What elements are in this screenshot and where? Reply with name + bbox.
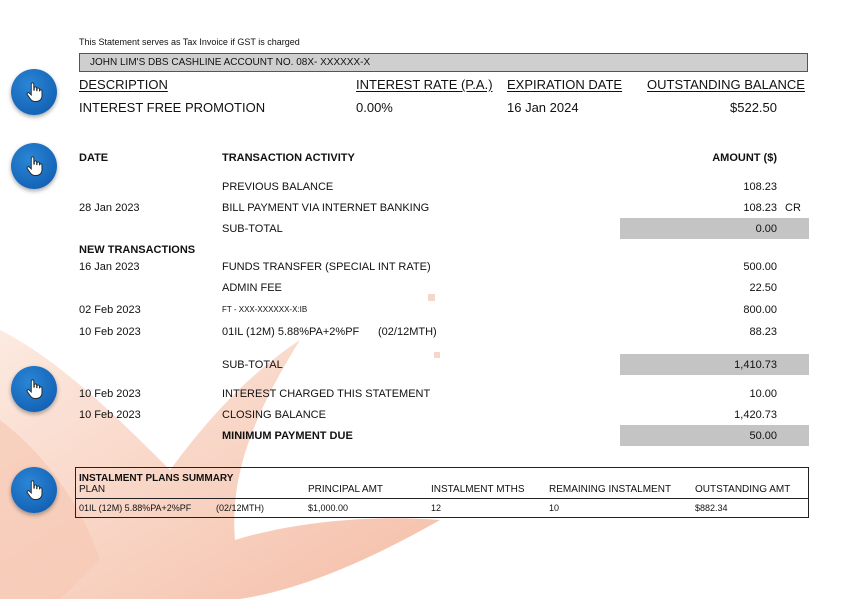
hand-pointer-button-2[interactable] bbox=[11, 143, 57, 189]
plans-title: INSTALMENT PLANS SUMMARY bbox=[79, 473, 234, 484]
instalment-plans-divider bbox=[75, 498, 809, 499]
promo-header-rate: INTEREST RATE (P.A.) bbox=[356, 77, 493, 92]
new-transactions-label: NEW TRANSACTIONS bbox=[79, 244, 196, 256]
previous-balance-amount: 108.23 bbox=[743, 181, 777, 193]
bill-payment-date: 28 Jan 2023 bbox=[79, 202, 140, 214]
txn-row-activity: FUNDS TRANSFER (SPECIAL INT RATE) bbox=[222, 261, 431, 273]
bill-payment-cr: CR bbox=[785, 202, 801, 214]
interest-amount: 10.00 bbox=[749, 388, 777, 400]
closing-activity: CLOSING BALANCE bbox=[222, 409, 326, 421]
txn-row-activity-extra: (02/12MTH) bbox=[378, 326, 437, 338]
txn-header-activity: TRANSACTION ACTIVITY bbox=[222, 152, 355, 164]
subtotal-1-label: SUB-TOTAL bbox=[222, 223, 283, 235]
txn-row-amount: 88.23 bbox=[749, 326, 777, 338]
plans-header-remaining: REMAINING INSTALMENT bbox=[549, 484, 672, 495]
bill-payment-activity: BILL PAYMENT VIA INTERNET BANKING bbox=[222, 202, 430, 214]
promo-header-description: DESCRIPTION bbox=[79, 77, 168, 92]
tax-invoice-notice: This Statement serves as Tax Invoice if GST is charged bbox=[79, 37, 300, 47]
txn-row-amount: 500.00 bbox=[743, 261, 777, 273]
promo-description: INTEREST FREE PROMOTION bbox=[79, 100, 266, 115]
subtotal-2-amount: 1,410.73 bbox=[734, 359, 777, 371]
plans-header-outstanding: OUTSTANDING AMT bbox=[695, 484, 791, 495]
promo-header-expiry: EXPIRATION DATE bbox=[507, 77, 623, 92]
minimum-payment-label: MINIMUM PAYMENT DUE bbox=[222, 430, 353, 442]
plans-row-principal: $1,000.00 bbox=[308, 503, 349, 513]
txn-row-activity: 01IL (12M) 5.88%PA+2%PF bbox=[222, 326, 360, 338]
interest-activity: INTEREST CHARGED THIS STATEMENT bbox=[222, 388, 431, 400]
previous-balance-label: PREVIOUS BALANCE bbox=[222, 181, 334, 193]
plans-row-plan: 01IL (12M) 5.88%PA+2%PF bbox=[79, 503, 192, 513]
promo-expiry: 16 Jan 2024 bbox=[507, 100, 579, 115]
plans-row-plan-extra: (02/12MTH) bbox=[216, 503, 265, 513]
account-name: JOHN LIM'S DBS CASHLINE ACCOUNT NO. 08X- XXXXXX-X bbox=[90, 57, 371, 68]
plans-header-plan: PLAN bbox=[79, 484, 106, 495]
promo-balance: $522.50 bbox=[730, 100, 777, 115]
txn-header-amount: AMOUNT ($) bbox=[712, 152, 777, 164]
account-header-bar bbox=[79, 53, 808, 72]
promo-header-balance: OUTSTANDING BALANCE bbox=[647, 77, 805, 92]
plans-row-months: 12 bbox=[431, 503, 442, 513]
hand-pointer-icon bbox=[23, 155, 45, 177]
txn-row-date: 10 Feb 2023 bbox=[79, 326, 141, 338]
txn-row-date: 16 Jan 2023 bbox=[79, 261, 140, 273]
plans-row-outstanding: $882.34 bbox=[695, 503, 728, 513]
hand-pointer-icon bbox=[23, 378, 45, 400]
plans-header-months: INSTALMENT MTHS bbox=[431, 484, 525, 495]
plans-header-principal: PRINCIPAL AMT bbox=[308, 484, 384, 495]
plans-row-remaining: 10 bbox=[549, 503, 560, 513]
closing-date: 10 Feb 2023 bbox=[79, 409, 141, 421]
txn-row-amount: 22.50 bbox=[749, 282, 777, 294]
hand-pointer-icon bbox=[23, 479, 45, 501]
txn-header-date: DATE bbox=[79, 152, 109, 164]
txn-row-activity: FT - XXX-XXXXXX-X:IB bbox=[222, 305, 308, 314]
bill-payment-amount: 108.23 bbox=[743, 202, 777, 214]
promo-rate: 0.00% bbox=[356, 100, 393, 115]
subtotal-2-label: SUB-TOTAL bbox=[222, 359, 283, 371]
interest-date: 10 Feb 2023 bbox=[79, 388, 141, 400]
hand-pointer-icon bbox=[23, 81, 45, 103]
txn-row-activity: ADMIN FEE bbox=[222, 282, 282, 294]
hand-pointer-button-3[interactable] bbox=[11, 366, 57, 412]
txn-row-amount: 800.00 bbox=[743, 304, 777, 316]
subtotal-1-amount: 0.00 bbox=[755, 223, 777, 235]
hand-pointer-button-4[interactable] bbox=[11, 467, 57, 513]
closing-amount: 1,420.73 bbox=[734, 409, 777, 421]
minimum-payment-amount: 50.00 bbox=[749, 430, 777, 442]
txn-row-date: 02 Feb 2023 bbox=[79, 304, 141, 316]
hand-pointer-button-1[interactable] bbox=[11, 69, 57, 115]
